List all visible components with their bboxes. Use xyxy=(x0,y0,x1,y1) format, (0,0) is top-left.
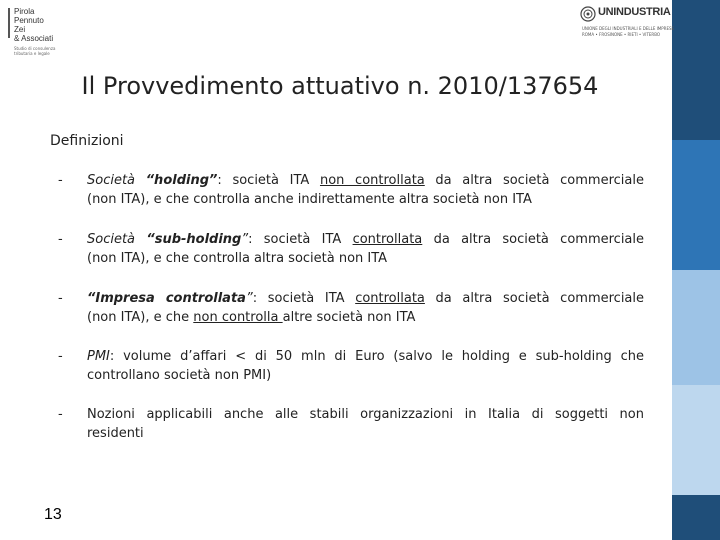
section-heading: Definizioni xyxy=(50,133,124,149)
definition-line-1-segment: : società ITA xyxy=(217,173,320,188)
bullet-dash: - xyxy=(58,407,63,422)
definition-line-1-segment: “Impresa controllata xyxy=(87,291,246,306)
sidebar-block-top xyxy=(672,0,720,140)
definition-line-1-segment: “holding” xyxy=(145,173,218,188)
definition-line-1-segment: da altra società commerciale xyxy=(422,232,645,247)
definition-line-1 xyxy=(87,405,644,424)
definition-line-1-segment: Società xyxy=(87,173,146,188)
sidebar-block-bottom xyxy=(672,495,720,540)
logo-sub-1: Studio di consulenza xyxy=(14,46,56,51)
logo-line-3: Zei xyxy=(14,25,26,34)
definition-line-1-segment: da altra società commerciale xyxy=(424,291,645,306)
definition-line-2-segment: residenti xyxy=(87,426,144,441)
unindustria-brand: UNINDUSTRIA xyxy=(598,6,671,18)
unindustria-tag-2: ROMA • FROSINONE • RIETI • VITERBO xyxy=(582,32,661,37)
unindustria-logo xyxy=(580,6,675,40)
definition-line-1-segment: non controllata xyxy=(319,173,425,188)
logo-line-2: Pennuto xyxy=(14,16,44,25)
pirola-pennuto-logo xyxy=(8,6,72,58)
definition-line-1 xyxy=(87,230,644,249)
definition-line-2 xyxy=(87,424,644,443)
definition-line-2-segment: (non ITA), e che xyxy=(87,310,194,325)
definition-line-1-segment: controllata xyxy=(352,232,423,247)
definition-line-1-segment: “sub-holding xyxy=(146,232,242,247)
definition-line-1-segment: da altra società commerciale xyxy=(424,173,644,188)
bullet-dash: - xyxy=(58,291,63,306)
logo-sub-2: tributaria e legale xyxy=(14,51,50,56)
definition-line-2 xyxy=(87,308,644,327)
definition-line-1-segment: Nozioni applicabili anche alle stabili organizzazioni in Italia di soggetti non xyxy=(87,407,644,422)
unindustria-tag-1: UNIONE DEGLI INDUSTRIALI E DELLE IMPRESE xyxy=(582,26,675,31)
definition-line-2-segment: altre società non ITA xyxy=(282,310,416,325)
definition-line-2-segment: non controlla xyxy=(193,310,283,325)
definition-line-2 xyxy=(87,190,644,209)
definition-line-2 xyxy=(87,366,644,385)
sidebar-block-3 xyxy=(672,270,720,385)
definition-line-1-segment: ” xyxy=(241,232,249,247)
bullet-dash: - xyxy=(58,349,63,364)
page-number: 13 xyxy=(44,506,62,523)
definition-line-1-segment: Società xyxy=(87,232,147,247)
logo-line-4: & Associati xyxy=(14,34,54,43)
definition-line-1 xyxy=(87,171,644,190)
definition-line-1-segment: : società ITA xyxy=(252,291,356,306)
definition-line-2-segment: controllano società non PMI) xyxy=(87,368,272,383)
sidebar-block-2 xyxy=(672,140,720,270)
definition-line-2 xyxy=(87,249,644,268)
bullet-dash: - xyxy=(58,232,63,247)
definition-line-1 xyxy=(87,289,644,308)
logo-line-1: Pirola xyxy=(14,7,35,16)
slide-title: Il Provvedimento attuativo n. 2010/137654 xyxy=(81,72,599,100)
sidebar-block-4 xyxy=(672,385,720,495)
definition-line-1-segment: controllata xyxy=(355,291,425,306)
bullet-dash: - xyxy=(58,173,63,188)
definition-line-1-segment: ” xyxy=(245,291,253,306)
definition-line-2-segment: (non ITA), e che controlla anche indirettamente altra società non ITA xyxy=(87,192,532,207)
definition-line-1 xyxy=(87,347,644,366)
definition-line-1-segment: : società ITA xyxy=(248,232,353,247)
definition-line-1-segment: PMI xyxy=(87,349,110,364)
definition-line-1-segment: : volume d’affari < di 50 mln di Euro (salvo le holding e sub-holding che xyxy=(109,349,644,364)
unindustria-emblem-icon xyxy=(580,6,596,22)
definition-line-2-segment: (non ITA), e che controlla altra società non ITA xyxy=(87,251,388,266)
